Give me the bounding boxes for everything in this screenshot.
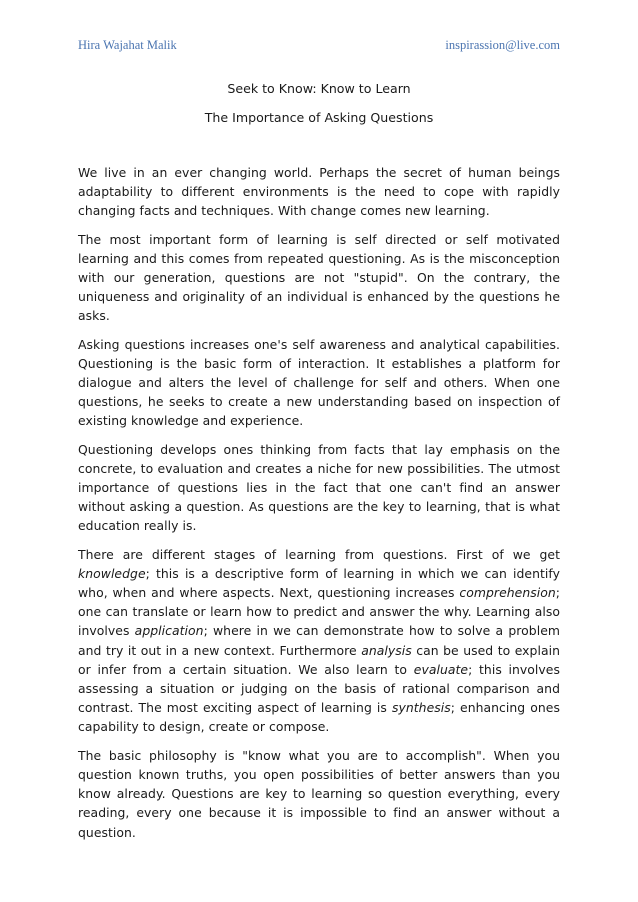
- stages-text-6: ; this involves assessing a situation or judging on the basis of rational comparison and contrast. The most exciting aspect of learning is: [78, 661, 560, 716]
- stages-text-2: ; this is a descriptive form of learning in which we can identify who, when and where aspects. Next, questioning increases: [78, 565, 560, 601]
- paragraph-4: Questioning develops ones thinking from facts that lay emphasis on the concrete, to evaluation and creates a niche for new possibilities. The utmost importance of questions lies in the fact that one can't find an answer without asking a question. As questions are the key to learning, that is what education really is.: [78, 441, 560, 534]
- paragraph-6: The basic philosophy is "know what you are to accomplish". When you question known truths, you open possibilities of better answers than you know already. Questions are key to learning so question everything, every reading, every one because it is impossible to find an answer without a question.: [78, 747, 560, 840]
- paragraph-5: [78, 545, 560, 737]
- paragraph-2: The most important form of learning is self directed or self motivated learning and this comes from repeated questioning. As is the misconception with our generation, questions are not "stupid". On the contrary, the uniqueness and originality of an individual is enhanced by the questions he asks.: [78, 231, 560, 324]
- paragraph-1: We live in an ever changing world. Perhaps the secret of human beings adaptability to different environments is the need to cope with rapidly changing facts and techniques. With change comes new learning.: [78, 165, 560, 219]
- stages-text-7: ; enhancing ones capability to design, create or compose.: [78, 700, 560, 735]
- term-application: application: [134, 623, 204, 639]
- stages-text-5: can be used to explain or infer from a certain situation. We also learn to: [78, 642, 560, 677]
- paragraph-3: Asking questions increases one's self awareness and analytical capabilities. Questioning is the basic form of interaction. It establishes a platform for dialogue and alters the level of challenge for self and others. When one questions, he seeks to create a new understanding based on inspection of existing knowledge and experience.: [78, 336, 560, 429]
- document-body: [78, 163, 560, 851]
- document-subtitle: The Importance of Asking Questions: [204, 110, 434, 125]
- term-evaluate: evaluate: [413, 661, 469, 677]
- header-author: Hira Wajahat Malik: [78, 38, 177, 52]
- page-header: [78, 38, 560, 56]
- term-analysis: analysis: [361, 642, 412, 658]
- title-block: [78, 80, 560, 127]
- stages-text-3: ; one can translate or learn how to predict and answer the why. Learning also involves: [78, 585, 560, 639]
- term-knowledge: knowledge: [78, 565, 146, 581]
- stages-text-4: ; where in we can demonstrate how to solve a problem and try it out in a new context. Furthermore: [78, 623, 560, 658]
- document-title: Seek to Know: Know to Learn: [227, 81, 411, 96]
- header-email: inspirassion@live.com: [445, 38, 560, 52]
- stages-text-1: There are different stages of learning from questions. First of we get: [78, 546, 560, 562]
- term-comprehension: comprehension: [459, 585, 556, 601]
- term-synthesis: synthesis: [391, 700, 451, 716]
